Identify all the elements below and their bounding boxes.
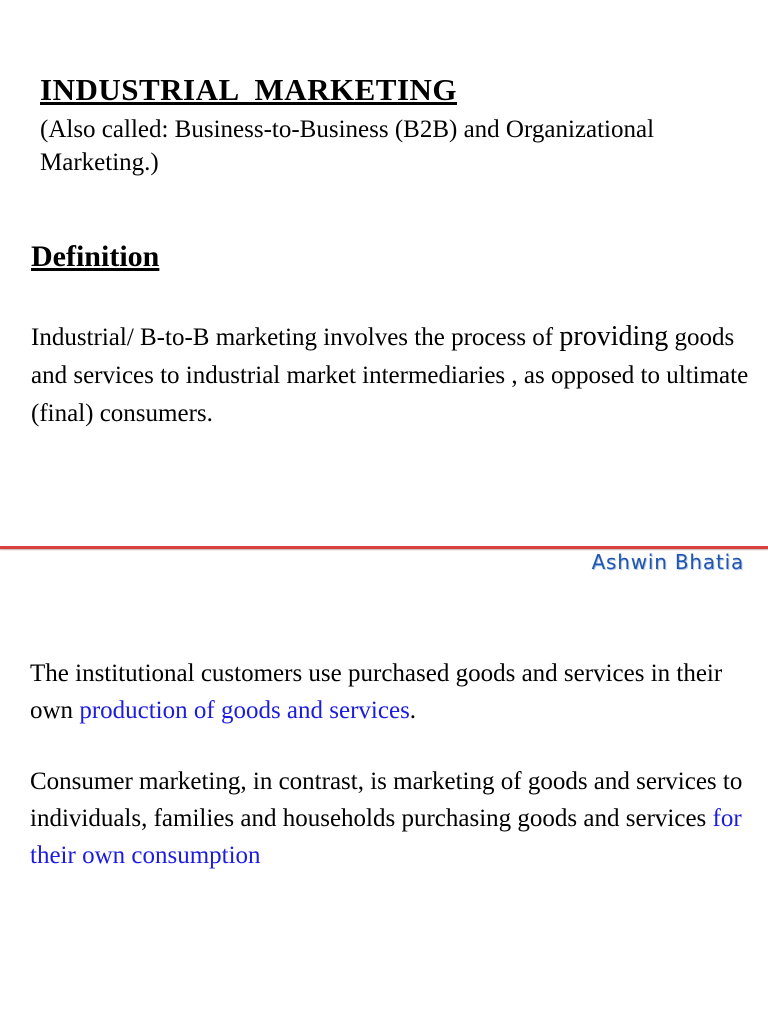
- paragraph-2-highlight: for their own consumption: [30, 805, 742, 869]
- paragraph-1-highlight: production of goods and services: [79, 697, 410, 724]
- paragraph-1-end: .: [409, 697, 417, 724]
- paragraph-1-text: The institutional customers use purchased goods and services in their own: [30, 660, 723, 724]
- subtitle: (Also called: Business-to-Business (B2B) and Organizational Marketing.): [40, 116, 655, 176]
- slide-divider: [0, 546, 768, 549]
- definition-part-2: goods and services to industrial market intermediaries , as opposed to ultimate (final) consumers.: [31, 324, 749, 427]
- institutional-customers-paragraph: [30, 655, 750, 729]
- definition-emphasis: providing: [559, 321, 669, 352]
- definition-part-1: Industrial/ B-to-B marketing involves the process of: [31, 324, 560, 351]
- page-title: INDUSTRIAL MARKETING: [40, 72, 458, 107]
- definition-text: [31, 318, 751, 433]
- definition-heading: Definition: [31, 240, 160, 273]
- consumer-marketing-paragraph: [30, 763, 750, 874]
- author-name: Ashwin Bhatia: [591, 550, 744, 574]
- paragraph-2-text: Consumer marketing, in contrast, is marketing of goods and services to individuals, families and households purchasing goods and services: [30, 768, 743, 832]
